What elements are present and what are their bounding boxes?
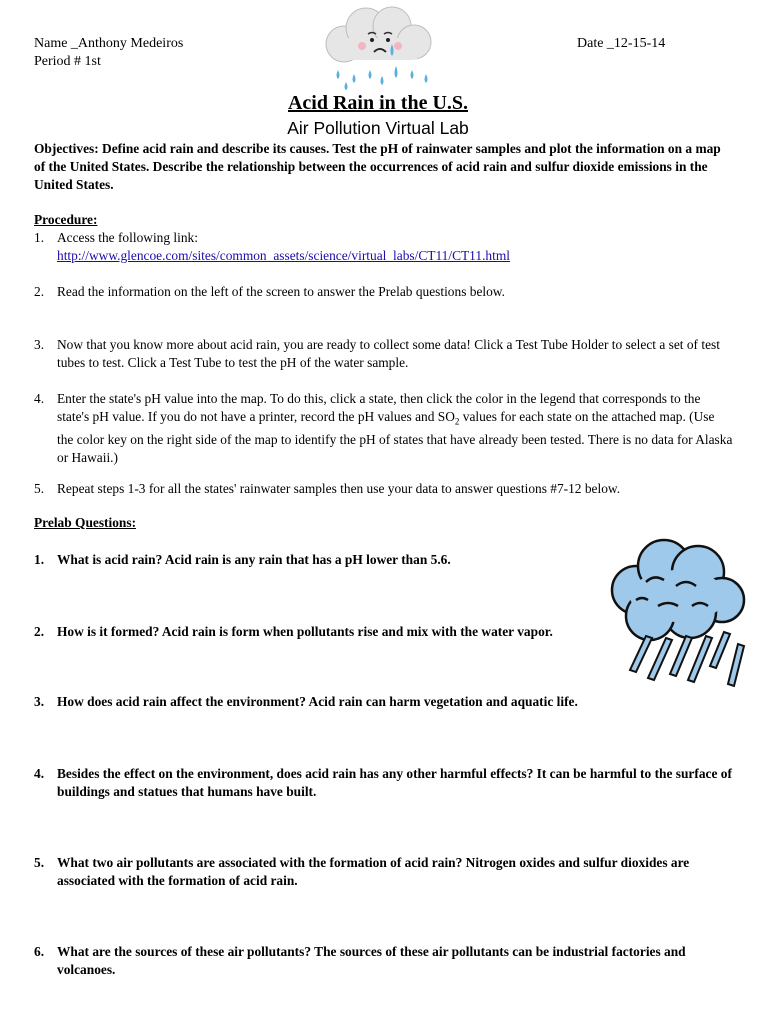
step-number: 2. [34,284,45,299]
question-number: 5. [34,855,45,870]
question-text: What are the sources of these air pollutants? The sources of these air pollutants can be industrial factories and volcanoes. [57,944,686,977]
procedure-step-1 [34,229,734,265]
step-text: Read the information on the left of the screen to answer the Prelab questions below. [57,284,505,299]
step-number: 4. [34,391,45,406]
question-number: 3. [34,694,45,709]
procedure-step-2 [34,283,734,301]
step-text: Now that you know more about acid rain, you are ready to collect some data! Click a Test Tube Holder to select a set of test tubes to test. Click a Test Tube to test the pH of the water sample. [57,337,720,370]
virtual-lab-link[interactable]: http://www.glencoe.com/sites/common_assets/science/virtual_labs/CT11/CT11.html [57,248,510,263]
objectives-paragraph: Objectives: Define acid rain and describe its causes. Test the pH of rainwater samples and plot the information on a map of the United States. Describe the relationship between the occurrences of acid rain and sulfur dioxide emissions in the United States. [34,141,721,192]
prelab-question-5 [34,854,734,890]
procedure-step-3 [34,336,734,372]
prelab-question-4 [34,765,734,801]
question-text: What is acid rain? Acid rain is any rain that has a pH lower than 5.6. [57,552,451,567]
question-text: How does acid rain affect the environment? Acid rain can harm vegetation and aquatic life. [57,694,578,709]
student-name: Name _Anthony Medeiros [34,36,184,51]
question-number: 6. [34,944,45,959]
step-number: 5. [34,481,45,496]
prelab-heading: Prelab Questions: [34,515,137,530]
question-number: 1. [34,552,45,567]
question-text: What two air pollutants are associated with the formation of acid rain? Nitrogen oxides and sulfur dioxides are associated with the formation of acid rain. [57,855,690,888]
prelab-question-2 [34,623,634,641]
sad-cloud-icon [316,4,440,92]
step-text: Access the following link: [57,230,198,245]
procedure-step-5 [34,480,734,498]
procedure-step-4 [34,390,734,467]
page-subtitle: Air Pollution Virtual Lab [287,118,469,138]
date-field: Date _12-15-14 [577,36,666,51]
procedure-heading: Procedure: [34,212,98,227]
question-number: 2. [34,624,45,639]
step-text: Enter the state's pH value into the map. To do this, click a state, then click the color in the legend that corresponds to the state's pH value. If you do not have a printer, record the pH values and $SO_2$ values for each state on the attached map. (Use the color key on the right side of the map to identify the pH of states that have already been tested. There is no data for Alaska or Hawaii.) [57,391,733,465]
prelab-question-1 [34,551,594,569]
page-title: Acid Rain in the U.S. [287,92,469,114]
question-text: Besides the effect on the environment, does acid rain has any other harmful effects? It can be harmful to the surface of buildings and statues that humans have built. [57,766,732,799]
question-text: How is it formed? Acid rain is form when pollutants rise and mix with the water vapor. [57,624,553,639]
prelab-question-6 [34,943,734,979]
prelab-question-3 [34,693,734,711]
question-number: 4. [34,766,45,781]
step-number: 3. [34,337,45,352]
class-period: Period # 1st [34,54,101,69]
step-text: Repeat steps 1-3 for all the states' rainwater samples then use your data to answer questions #7-12 below. [57,481,621,496]
step-number: 1. [34,230,45,245]
rain-cloud-icon [606,536,750,694]
